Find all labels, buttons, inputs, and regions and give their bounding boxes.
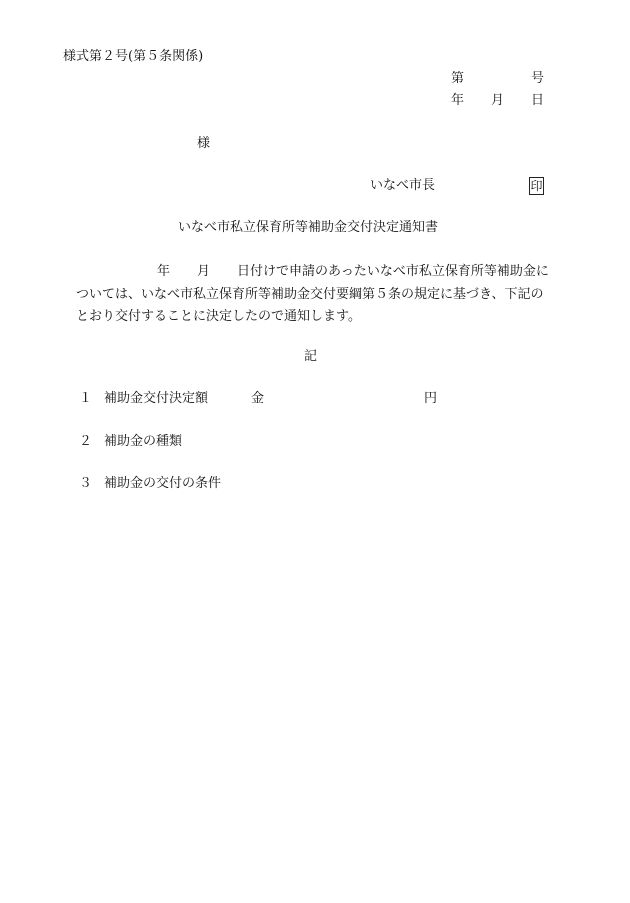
body-line-3: とおり交付することに決定したので通知します。 [76,309,361,324]
seal-box: 印 [530,179,543,193]
item-2-label: 補助金の種類 [104,434,183,449]
addressee-suffix: 様 [197,136,211,151]
item-2-number: ２ [79,434,93,449]
ki-heading: 記 [304,349,318,364]
item-1-label: 補助金交付決定額 [104,391,209,406]
issuer-name: いなべ市長 [370,178,436,193]
item-1-kin: 金 [251,391,265,406]
item-3-number: ３ [79,476,93,491]
form-label: 様式第２号(第５条関係) [63,49,204,64]
body-year: 年 [157,264,171,279]
body-line-1: 日付けで申請のあったいなべ市私立保育所等補助金に [237,264,549,279]
document-title: いなべ市私立保育所等補助金交付決定通知書 [178,220,439,235]
date-day: 日 [531,93,545,108]
date-month: 月 [491,93,505,108]
body-month: 月 [197,264,211,279]
item-3-label: 補助金の交付の条件 [104,476,222,491]
doc-number-suffix: 号 [531,71,545,86]
item-1-number: １ [79,391,93,406]
date-year: 年 [451,93,465,108]
body-line-2: ついては、いなべ市私立保育所等補助金交付要綱第５条の規定に基づき、下記の [76,287,544,302]
item-1-yen: 円 [424,391,438,406]
doc-number-prefix: 第 [451,71,465,86]
